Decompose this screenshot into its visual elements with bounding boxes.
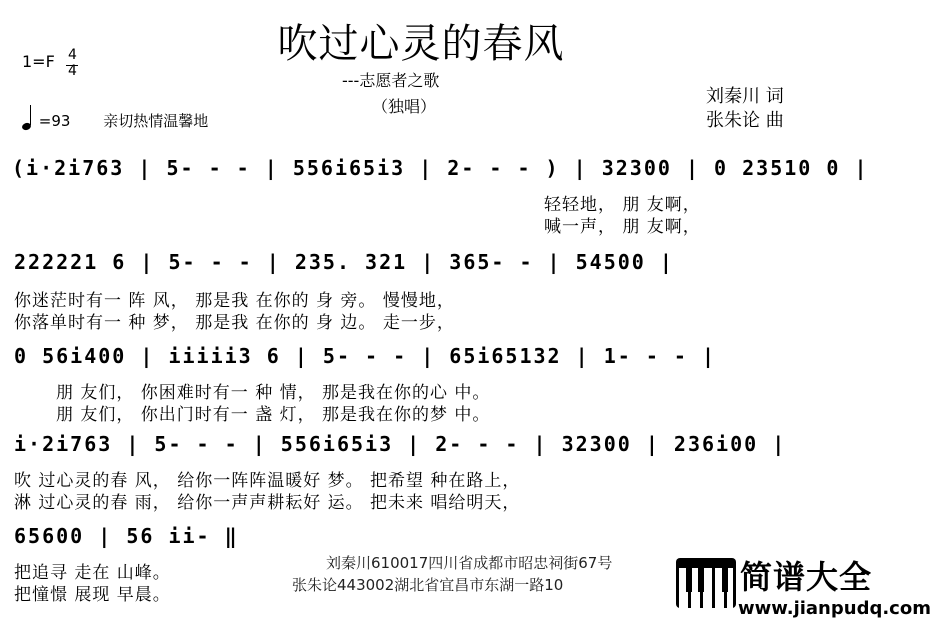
tempo-mark	[22, 110, 208, 131]
notation-row-1: (i·2i763 | 5- - - | 556i65i3 | 2- - - ) | 32300 | 0 23510 0 |	[12, 156, 869, 180]
lyrics-row-4-verse-2: 淋 过心灵的春 雨， 给你一声声耕耘好 运。 把未来 唱给明天，	[14, 493, 521, 513]
notation-row-4: i·2i763 | 5- - - | 556i65i3 | 2- - - | 32300 | 236i00 |	[14, 432, 787, 456]
time-signature-line	[66, 65, 78, 66]
logo-url: www.jianpudq.com	[738, 598, 931, 619]
lyrics-row-1-verse-1: 轻轻地， 朋 友啊，	[544, 195, 701, 215]
quarter-note-icon	[22, 111, 34, 131]
composer-credit: 张朱论 曲	[706, 110, 784, 131]
site-logo	[676, 552, 931, 630]
key-signature	[22, 47, 77, 79]
footer-address-2: 张朱论443002湖北省宜昌市东湖一路10	[292, 576, 564, 594]
notation-row-3: 0 56i400 | iiiii3 6 | 5- - - | 65i65132 | 1- - - |	[14, 344, 717, 368]
lyrics-row-3-verse-2: 朋 友们， 你出门时有一 盏 灯， 那是我在你的梦 中。	[56, 405, 491, 425]
lyricist-credit: 刘秦川 词	[706, 86, 784, 107]
lyrics-row-5-verse-2: 把憧憬 展现 早晨。	[14, 585, 171, 605]
expression-mark: 亲切热情温馨地	[103, 112, 209, 130]
lyrics-row-1-verse-2: 喊一声， 朋 友啊，	[544, 217, 701, 237]
page-title: 吹过心灵的春风	[277, 21, 565, 67]
lyrics-row-3-verse-1: 朋 友们， 你困难时有一 种 情， 那是我在你的心 中。	[56, 383, 491, 403]
performance-note: （独唱）	[372, 97, 437, 116]
time-signature	[68, 48, 77, 80]
time-top: 4	[68, 47, 77, 63]
notation-row-2: 222221 6 | 5- - - | 235. 321 | 365- - | 54500 |	[14, 250, 674, 274]
notation-row-5: 65600 | 56 ii- ‖	[14, 524, 239, 548]
subtitle: ---志愿者之歌	[342, 71, 440, 90]
lyrics-row-4-verse-1: 吹 过心灵的春 风， 给你一阵阵温暖好 梦。 把希望 种在路上，	[14, 471, 521, 491]
lyrics-row-2-verse-1: 你迷茫时有一 阵 风， 那是我 在你的 身 旁。 慢慢地，	[14, 291, 455, 311]
lyrics-row-5-verse-1: 把追寻 走在 山峰。	[14, 563, 171, 583]
logo-text: 简谱大全	[740, 558, 873, 596]
tempo-value: =93	[38, 112, 71, 130]
footer-address-1: 刘秦川610017四川省成都市昭忠祠街67号	[326, 554, 613, 572]
time-bottom: 4	[68, 63, 77, 79]
key-label: 1=F	[22, 52, 55, 71]
piano-keys-icon	[676, 558, 736, 608]
lyrics-row-2-verse-2: 你落单时有一 种 梦， 那是我 在你的 身 边。 走一步，	[14, 313, 455, 333]
